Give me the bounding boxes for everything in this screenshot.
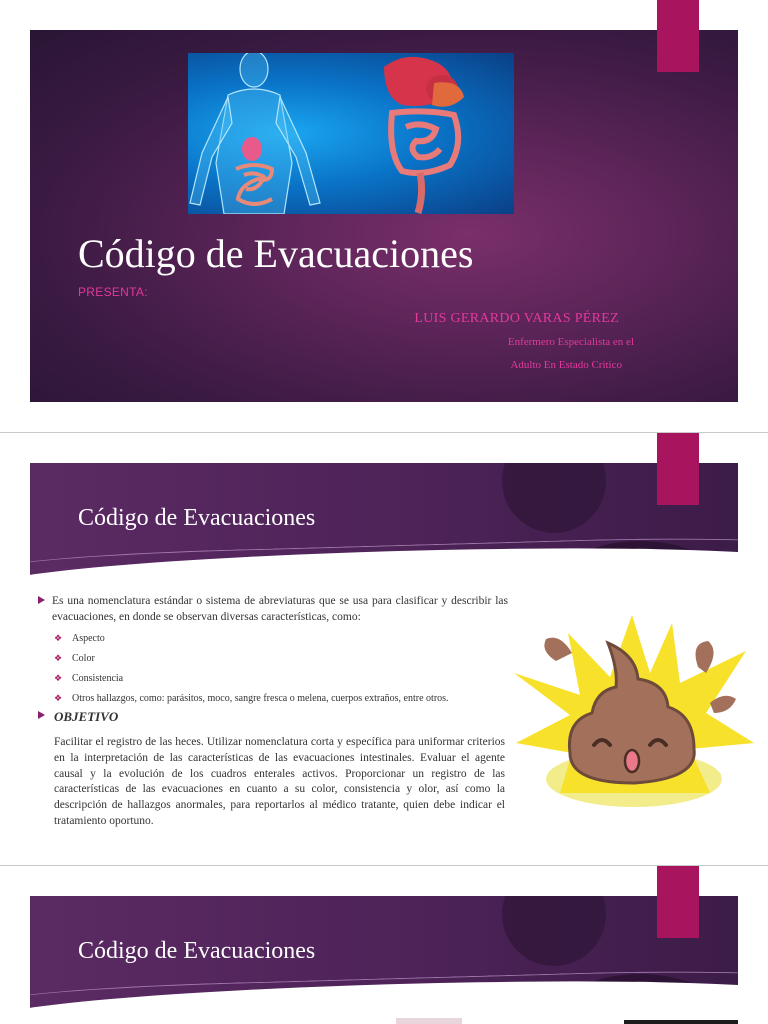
- accent-bar: [657, 866, 699, 938]
- diamond-bullet-icon: ❖: [54, 674, 63, 684]
- author-name: LUIS GERARDO VARAS PÉREZ: [414, 311, 619, 326]
- diamond-bullet-icon: ❖: [54, 654, 63, 664]
- slide-definition: [0, 433, 768, 865]
- anatomy-drawing: [188, 53, 514, 214]
- cover-title: Código de Evacuaciones: [78, 231, 474, 276]
- list-item-text: Otros hallazgos, como: parásitos, moco, sangre fresca o melena, cuerpos extraños, entre otros.: [72, 693, 449, 704]
- list-item: [54, 629, 449, 649]
- poop-emoji-illustration: [510, 603, 760, 823]
- slide-title: Código de Evacuaciones: [78, 938, 316, 964]
- list-item-text: Consistencia: [72, 673, 124, 684]
- list-item: [54, 669, 449, 689]
- slide-title: Código de Evacuaciones: [78, 505, 316, 531]
- decor-circle: [502, 896, 606, 966]
- intro-text: Es una nomenclatura estándar o sistema de abreviaturas que se usa para clasificar y describir las evacuaciones, en donde se observan diversas características, como:: [52, 595, 508, 623]
- slide-code-partial: [0, 866, 768, 1024]
- triangle-bullet-icon: [38, 596, 45, 604]
- accent-bar: [657, 0, 699, 72]
- characteristics-list: [54, 629, 449, 709]
- objetivo-label: OBJETIVO: [54, 709, 119, 724]
- accent-bar: [657, 433, 699, 505]
- intro-bullet: [38, 593, 508, 625]
- list-item: [54, 689, 449, 709]
- list-item-text: Aspecto: [72, 633, 105, 644]
- slide-title-cover: [0, 0, 768, 432]
- author-role-line2: Adulto En Estado Critico: [510, 359, 622, 371]
- anatomy-illustration: [188, 53, 514, 214]
- image-edge: [624, 1020, 738, 1024]
- objetivo-text: Facilitar el registro de las heces. Utilizar nomenclatura corta y específica para uniformar criterios en la interpretación de las características de las evacuaciones intestinales. Evaluar el agente causal y la evolución de los cuadros enterales activos. Proporcionar un registro de las características de las evacuaciones en cuanto a su color, consistencia y olor, así como la descripción de hallazgos anormales, para reportarlos al médico tratante, quien debe indicar el tratamiento oportuno.: [54, 736, 505, 827]
- diamond-bullet-icon: ❖: [54, 694, 63, 704]
- diamond-bullet-icon: ❖: [54, 634, 63, 644]
- objetivo-heading: [38, 709, 118, 725]
- list-item: [54, 649, 449, 669]
- presenta-label: PRESENTA:: [78, 285, 148, 299]
- author-role-line1: Enfermero Especialista en el: [507, 336, 634, 348]
- list-item-text: Color: [72, 653, 95, 664]
- image-edge: [396, 1018, 462, 1024]
- triangle-bullet-icon: [38, 711, 45, 719]
- decor-circle: [502, 463, 606, 533]
